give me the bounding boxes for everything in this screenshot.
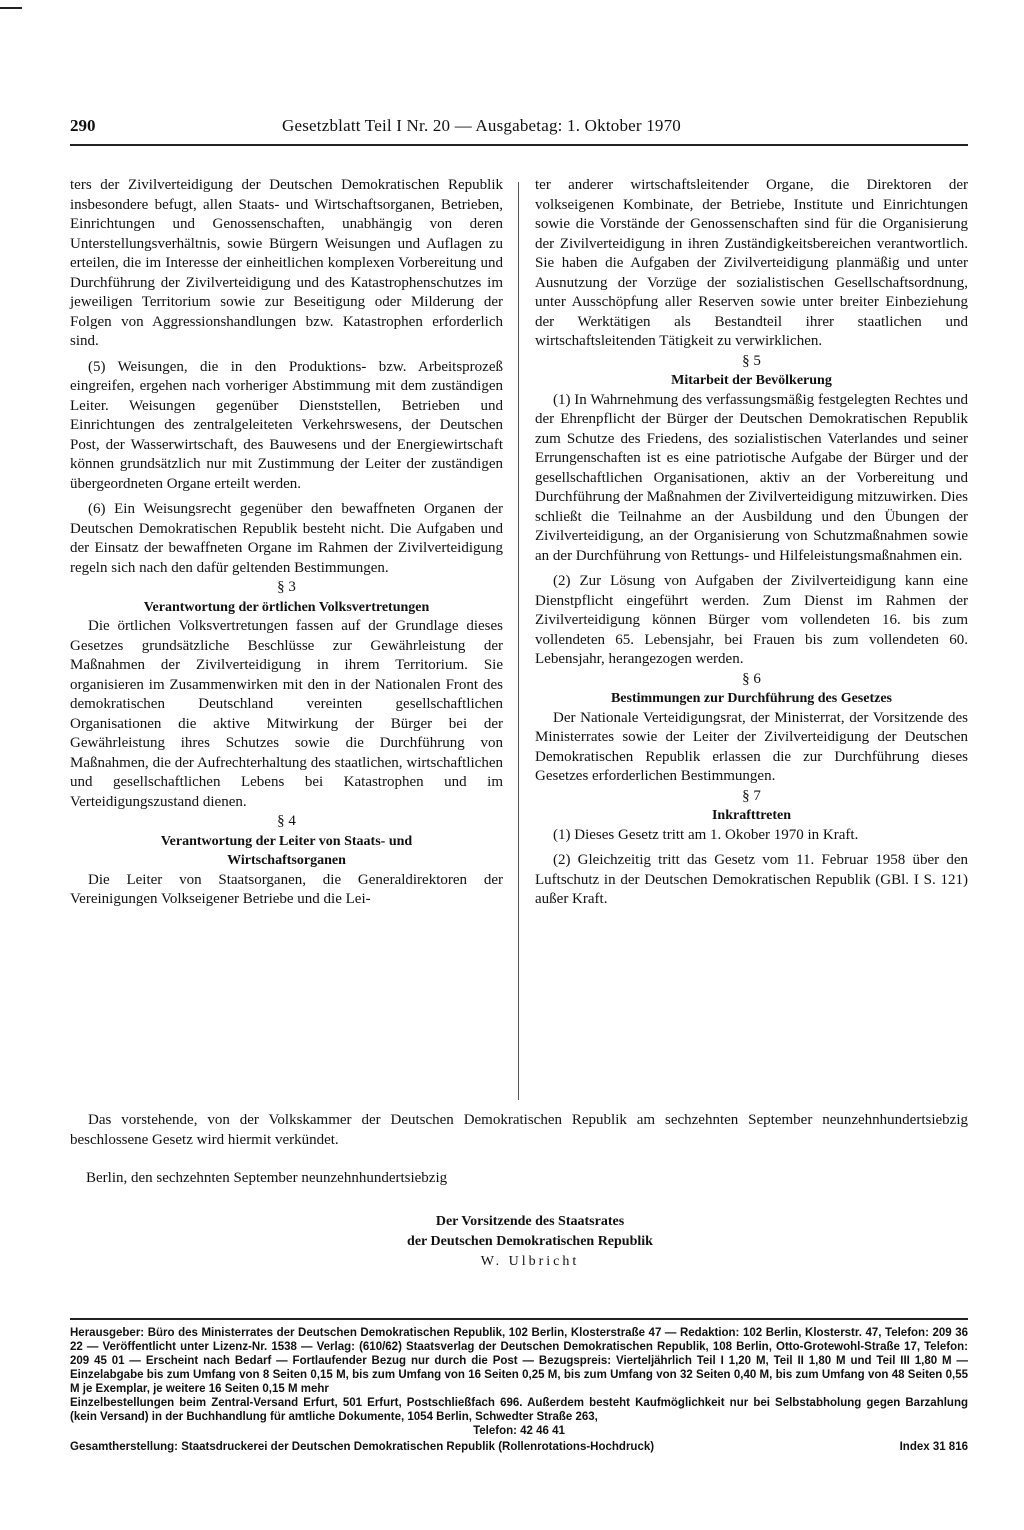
running-title: Gesetzblatt Teil I Nr. 20 — Ausgabetag: 1. Oktober 1970	[282, 116, 682, 135]
section-title: Mitarbeit der Bevölkerung	[671, 373, 832, 388]
column-divider	[518, 182, 519, 1100]
paragraph: Der Nationale Verteidigungsrat, der Ministerrat, der Vorsitzende des Ministerrates sowie der Leiter der Zivilverteidigung der Deutschen Demokratischen Republik erlassen die zur Durchführung dieses Gesetzes erforderlichen Bestimmungen.	[535, 709, 968, 784]
section-title: Inkrafttreten	[711, 808, 792, 823]
paragraph: (2) Zur Lösung von Aufgaben der Zivilverteidigung kann eine Dienstpflicht eingeführt werden. Zum Dienst im Rahmen der Zivilverteidigung können Bürger vom vollendeten 16. bis zum vollendeten 65. Lebensjahr, bei Frauen bis zum vollendeten 60. Lebensjahr, herangezogen werden.	[535, 573, 968, 667]
place-date: Berlin, den sechzehnten September neunzehnhundertsiebzig	[86, 1170, 448, 1186]
section-title: Verantwortung der örtlichen Volksvertretungen	[143, 599, 430, 615]
section-number: § 6	[742, 670, 761, 687]
section-number: § 4	[277, 813, 296, 829]
paragraph: (1) Dieses Gesetz tritt am 1. Okober 1970 in Kraft.	[553, 826, 859, 843]
signatory-title: der Deutschen Demokratischen Republik	[407, 1234, 653, 1249]
corner-mark	[0, 0, 22, 9]
section-title: Verantwortung der Leiter von Staats- und Wirtschaftsorganen	[160, 833, 413, 868]
imprint-ordering: Einzelbestellungen beim Zentral-Versand Erfurt, 501 Erfurt, Postschließfach 696. Außerdem besteht Kaufmöglichkeit nur bei Selbstabholung gegen Barzahlung (kein Versand) in der Buchhandlung für amtliche Dokumente, 1054 Berlin, Schwedter Straße 263,	[70, 1397, 968, 1423]
imprint-phone: Telefon: 42 46 41	[473, 1425, 565, 1437]
section-title: Bestimmungen zur Durchführung des Gesetzes	[610, 691, 893, 706]
imprint-footer	[70, 1440, 968, 1454]
section-number: § 3	[277, 579, 296, 595]
left-column	[70, 176, 503, 910]
signatory-title: Der Vorsitzende des Staatsrates	[435, 1214, 625, 1229]
page-number: 290	[70, 116, 96, 135]
section-number: § 7	[742, 787, 761, 804]
imprint-rule	[70, 1318, 968, 1320]
paragraph: (6) Ein Weisungsrecht gegenüber den bewaffneten Organen der Deutschen Demokratischen Republik besteht nicht. Die Aufgaben und der Einsatz der bewaffneten Organe im Rahmen der Zivilverteidigung regeln sich nach den dafür geltenden Bestimmungen.	[70, 501, 503, 576]
paragraph: (2) Gleichzeitig tritt das Gesetz vom 11. Februar 1958 über den Luftschutz in der Deutschen Demokratischen Republik (GBl. I S. 121) außer Kraft.	[535, 852, 968, 907]
right-column	[535, 176, 968, 910]
paragraph: Die örtlichen Volksvertretungen fassen auf der Grundlage dieses Gesetzes grundsätzliche Beschlüsse zur Gewährleistung der Maßnahmen der Zivilverteidigung in ihrem Territorium. Sie organisieren im Zusammenwirken mit den in der Nationalen Front des demokratischen Deutschland vereinten gesellschaftlichen Organisationen die aktive Mitwirkung der Bürger bei der Gewährleistung ihres Schutzes sowie die Durchführung von Maßnahmen, die der Aufrechterhaltung des staatlichen, wirtschaftlichen und gesellschaftlichen Lebens bei Katastrophen und im Verteidigungszustand dienen.	[70, 618, 503, 810]
paragraph: (5) Weisungen, die in den Produktions- bzw. Arbeitsprozeß eingreifen, ergehen nach vorheriger Abstimmung mit dem zuständigen Leiter. Weisungen gegenüber Dienststellen, Betrieben und Einrichtungen des zentralgeleiteten Verkehrswesens, der Deutschen Post, der Wasserwirtschaft, des Bauwesens und der Energiewirtschaft können grundsätzlich nur mit Zustimmung der Leiter der zuständigen übergeordneten Organe erteilt werden.	[70, 358, 503, 492]
signatory-name: W. Ulbricht	[480, 1254, 580, 1269]
promulgation-statement: Das vorstehende, von der Volkskammer der Deutschen Demokratischen Republik am sechzehnten September neunzehnhundertsiebzig beschlossene Gesetz wird hiermit verkündet.	[70, 1112, 968, 1148]
header-rule	[70, 144, 968, 146]
signature-block	[300, 1212, 760, 1272]
imprint	[70, 1326, 968, 1454]
paragraph: Die Leiter von Staatsorganen, die Generaldirektoren der Vereinigungen Volkseigener Betriebe und die Lei-	[70, 871, 503, 907]
imprint-index: Index 31 816	[899, 1441, 968, 1453]
imprint-publisher: Herausgeber: Büro des Ministerrates der Deutschen Demokratischen Republik, 102 Berlin, Klosterstraße 47 — Redaktion: 102 Berlin, Klosterstr. 47, Telefon: 209 36 22 — Veröffentlicht unter Lizenz-Nr. 1538 — Verlag: (610/62) Staatsverlag der Deutschen Demokratischen Republik, 108 Berlin, Otto-Grotewohl-Straße 17, Telefon: 209 45 01 — Erscheint nach Bedarf — Fortlaufender Bezug nur durch die Post — Bezugspreis: Vierteljährlich Teil I 1,20 M, Teil II 1,80 M und Teil III 1,80 M — Einzelabgabe bis zum Umfang von 8 Seiten 0,15 M, bis zum Umfang von 16 Seiten 0,25 M, bis zum Umfang von 32 Seiten 0,40 M, bis zum Umfang von 48 Seiten 0,55 M je Exemplar, je weitere 16 Seiten 0,15 M mehr	[70, 1327, 968, 1395]
paragraph: ters der Zivilverteidigung der Deutschen Demokratischen Republik insbesondere befugt, allen Staats- und Wirtschaftsorganen, Betrieben, Einrichtungen und Genossenschaften, unabhängig von deren Unterstellungsverhältnis, sowie Bürgern Weisungen und Auflagen zu erteilen, die im Interesse der einheitlichen komplexen Vorbereitung und Durchführung der Zivilverteidigung und des Katastrophenschutzes im jeweiligen Territorium sowie zur Beseitigung oder Milderung der Folgen von Aggressionshandlungen bzw. Katastrophen erforderlich sind.	[70, 177, 503, 349]
paragraph: ter anderer wirtschaftsleitender Organe, die Direktoren der volkseigenen Kombinate, der Betriebe, Institute und Einrichtungen sowie die Vorstände der Genossenschaften sind für die Organisierung der Zivilverteidigung in ihren Zuständigkeitsbereichen verantwortlich. Sie haben die Aufgaben der Zivilverteidigung planmäßig und unter Ausnutzung der Vorzüge der sozialistischen Gesellschaftsordnung, unter Ausschöpfung aller Reserven sowie unter breiter Einbeziehung der Werktätigen als Bestandteil ihrer staatlichen und wirtschaftsleitenden Tätigkeit zu verwirklichen.	[535, 177, 968, 349]
section-number: § 5	[742, 352, 761, 369]
paragraph: (1) In Wahrnehmung des verfassungsmäßig festgelegten Rechtes und der Ehrenpflicht der Bürger der Deutschen Demokratischen Republik zum Schutze des Friedens, des sozialistischen Vaterlandes und seiner Errungenschaften ist es eine patriotische Aufgabe der Bürger und der gesellschaftlichen Organisationen, aktiv an der Vorbereitung und Durchführung der Maßnahmen der Zivilverteidigung mitzuwirken. Dies schließt die Teilnahme an der Ausbildung und den Übungen der Zivilverteidigung, an der Organisierung von Schutzmaßnahmen sowie an der Durchführung von Rettungs- und Hilfeleistungsmaßnahmen ein.	[535, 391, 968, 564]
imprint-printer: Gesamtherstellung: Staatsdruckerei der Deutschen Demokratischen Republik (Rollenrotations-Hochdruck)	[70, 1441, 655, 1453]
